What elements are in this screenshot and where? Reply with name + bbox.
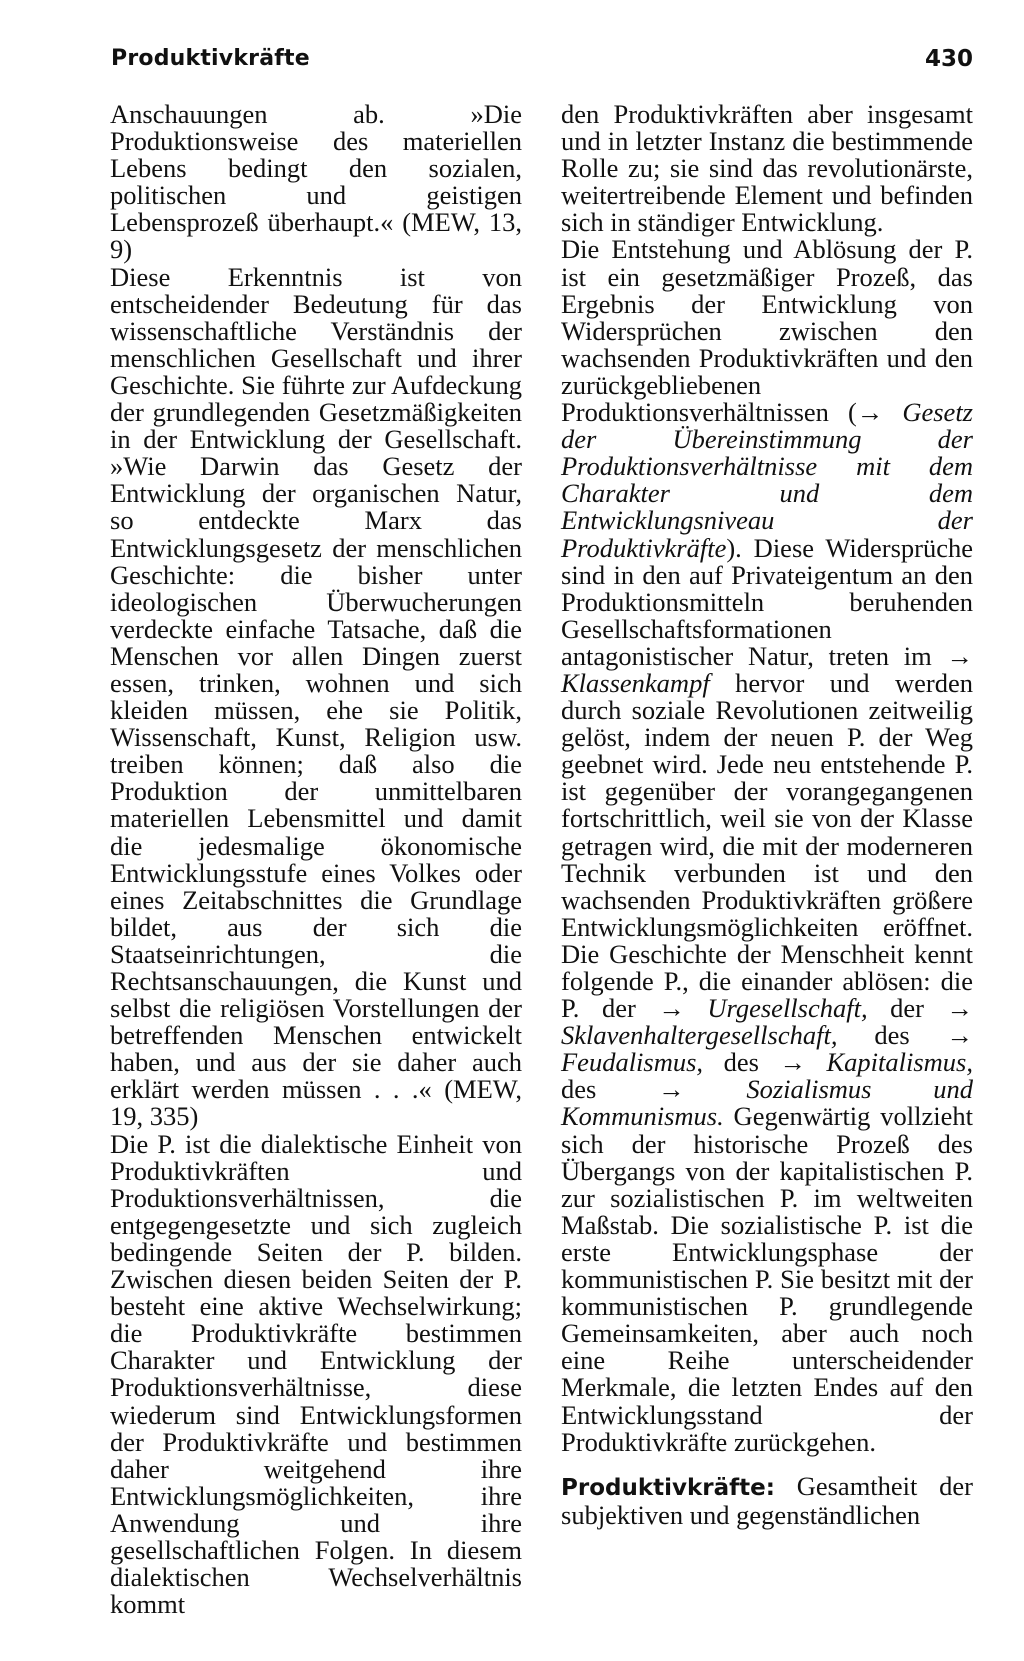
paragraph: Die P. ist die dialektische Einheit von Produktivkräften und Produktionsverhältnissen, die entgegengesetzte und sich zugleich bedingende Seiten der P. bilden. Zwischen diesen beiden Seiten der P. besteht eine aktive Wechselwirkung; die Produktivkräfte bestimmen Charakter und Entwicklung der Produktionsverhältnisse, diese wiederum sind Entwicklungsformen der Produktivkräfte und bestimmen daher weitgehend ihre Entwicklungsmöglichkeiten, ihre Anwendung und ihre gesellschaftlichen Folgen. In diesem dialektischen Wechselverhältnis kommt <box>110 1128 522 1620</box>
cross-reference[interactable]: Klassenkampf <box>561 667 710 698</box>
text-run: Gegenwärtig vollzieht sich der historische Prozeß des Übergangs von der kapitalistischen P. zur sozialistischen P. im weltweiten Maßstab. Die sozialistische P. ist die erste Entwicklungsphase der kommunistischen P. Sie besitzt mit der kommunistischen P. grundlegende Gemeinsamkeiten, aber auch noch eine Reihe unterscheidender Merkmale, die letzten Endes auf den Entwicklungsstand der Produktivkräfte zurückgehen. <box>561 1101 973 1457</box>
text-run: des <box>837 1020 947 1051</box>
text-run: des <box>561 1074 659 1105</box>
text-run: der <box>867 993 947 1024</box>
arrow-icon: → <box>946 640 973 671</box>
arrow-icon: → <box>946 993 974 1024</box>
arrow-icon: → <box>856 397 884 428</box>
running-head: Produktivkräfte <box>111 46 310 71</box>
cross-reference[interactable]: Sklavenhaltergesellschaft, <box>561 1020 838 1051</box>
paragraph <box>561 236 973 1455</box>
cross-reference[interactable]: Kapitalismus, <box>826 1047 973 1078</box>
text-run: hervor und werden durch soziale Revolutionen zeitweilig gelöst, indem der neuen P. der Weg geebnet wird. Jede neu entstehende P. ist gegenüber der vorangegangenen fortschrittlich, weil sie von der Klasse getragen wird, die mit der moderneren Technik verbunden ist und den wachsenden Produktivkräften größere Entwicklungsmöglichkeiten eröffnet. Die Geschichte der Menschheit kennt folgende P., die einander ablösen: die P. der <box>561 667 973 1024</box>
page-header <box>111 46 973 82</box>
arrow-icon: → <box>946 1020 973 1051</box>
arrow-icon: → <box>779 1047 806 1078</box>
dictionary-entry <box>561 1470 973 1530</box>
page-number: 430 <box>924 46 973 72</box>
cross-reference[interactable]: Feudalismus, <box>561 1047 704 1078</box>
paragraph: Anschauungen ab. »Die Produktionsweise des materiellen Lebens bedingt den sozialen, politischen und geistigen Lebensprozeß überhaupt.« (MEW, 13, 9) <box>110 99 522 265</box>
cross-reference[interactable]: Gesetz der Übereinstimmung der Produktionsverhältnisse mit dem Charakter und dem Entwicklungsniveau der Produktivkräfte <box>561 397 973 563</box>
cross-reference[interactable]: Urgesellschaft, <box>707 993 868 1024</box>
text-run: ). Diese Widersprüche sind in den auf Privateigentum an den Produktionsmitteln beruhenden Gesellschaftsformationen antagonistischer Natur, treten im <box>561 532 973 671</box>
entry-text: Gesamtheit der subjektiven und gegenständlichen <box>561 1470 973 1530</box>
entry-lemma: Produktivkräfte: <box>561 1474 775 1501</box>
arrow-icon: → <box>658 1074 685 1105</box>
arrow-icon: → <box>658 993 685 1024</box>
right-column <box>561 101 973 1529</box>
paragraph: den Produktivkräften aber insgesamt und in letzter Instanz die bestimmende Rolle zu; sie sind das revolutionärste, weitertreibende Element und befinden sich in ständiger Entwicklung. <box>561 99 973 238</box>
text-run: des <box>703 1047 780 1078</box>
left-column <box>110 101 522 1618</box>
text-run: Die Entstehung und Ablösung der P. ist ein gesetzmäßiger Prozeß, das Ergebnis der Entwicklung von Widersprüchen zwischen den wachsenden Produktivkräften und den zurückgebliebenen Produktionsverhältnissen ( <box>561 234 973 428</box>
paragraph: Diese Erkenntnis ist von entscheidender Bedeutung für das wissenschaftliche Verständnis der menschlichen Gesellschaft und ihrer Geschichte. Sie führte zur Aufdeckung der grundlegenden Gesetzmäßigkeiten in der Entwicklung der Gesellschaft. »Wie Darwin das Gesetz der Entwicklung der organischen Natur, so entdeckte Marx das Entwicklungsgesetz der menschlichen Geschichte: die bisher unter ideologischen Überwucherungen verdeckte einfache Tatsache, daß die Menschen vor allen Dingen zuerst essen, trinken, wohnen und sich kleiden müssen, ehe sie Politik, Wissenschaft, Kunst, Religion usw. treiben können; daß also die Produktion der unmittelbaren materiellen Lebensmittel und damit die jedesmalige ökonomische Entwicklungsstufe eines Volkes oder eines Zeitabschnittes die Grundlage bildet, aus der sich die Staatseinrichtungen, die Rechtsanschauungen, die Kunst und selbst die religiösen Vorstellungen der betreffenden Menschen entwickelt haben, und aus der sie daher auch erklärt werden müssen . . .« (MEW, 19, 335) <box>110 261 522 1132</box>
cross-reference[interactable]: Sozialismus und Kommunismus. <box>561 1074 973 1132</box>
